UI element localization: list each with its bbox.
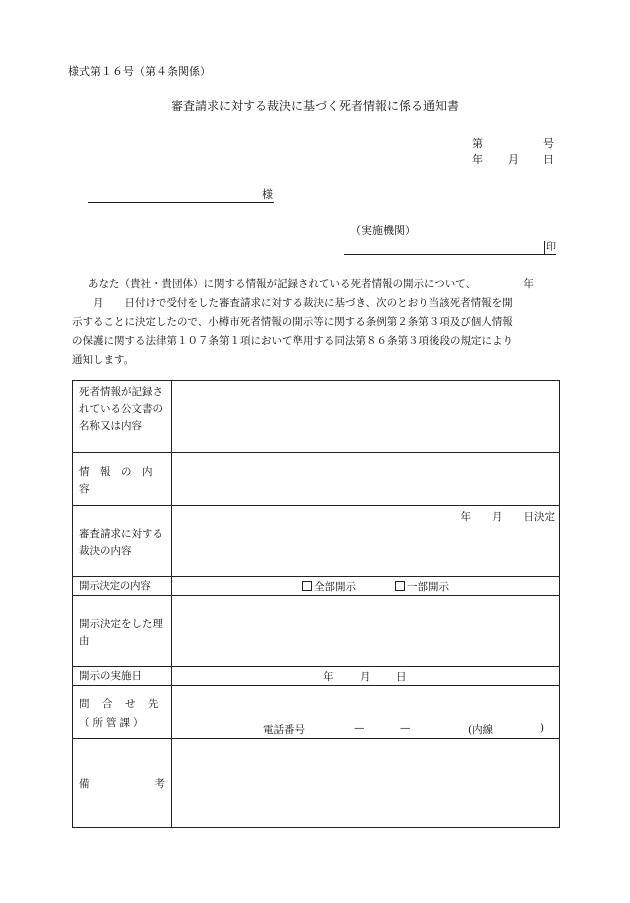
extension-open: (内線 <box>468 724 494 736</box>
label-remarks: 備 考 <box>73 739 172 828</box>
number-dai: 第 <box>472 137 483 150</box>
label-decision-reason: 開示決定をした理由 <box>73 596 172 667</box>
field-implementation-date[interactable] <box>172 667 560 686</box>
body-line-2: 月 日付けで受付をした審査請求に対する裁決に基づき、次のとおり当該死者情報を開 <box>72 297 513 309</box>
label-implementation-date: 開示の実施日 <box>73 667 172 686</box>
phone-label: 電話番号 <box>263 724 305 736</box>
field-contact[interactable] <box>172 686 560 739</box>
phone-dash-2: — <box>400 722 411 734</box>
ruling-decision-date: 年 月 日決定 <box>460 511 555 523</box>
field-disclosure-decision <box>172 577 560 596</box>
row-ruling-content <box>73 506 560 577</box>
label-document-name: 死者情報が記録されている公文書の名称又は内容 <box>73 381 172 453</box>
row-info-content <box>73 453 560 506</box>
body-line-3: 示することに決定したので、小樽市死者情報の開示等に関する条例第２条第３項及び個人情報 <box>72 316 513 328</box>
date-year: 年 <box>472 153 483 166</box>
body-paragraph <box>72 275 567 370</box>
checkbox-icon[interactable] <box>395 581 405 591</box>
number-go: 号 <box>543 137 554 150</box>
extension-close: ) <box>540 722 545 734</box>
body-line-4: の保護に関する法律第１０７条第１項において準用する同法第８６条第３項後段の規定により <box>72 335 513 347</box>
field-info-content[interactable] <box>172 453 560 506</box>
label-contact: 問 合 せ 先 （所管課） <box>73 686 172 739</box>
row-disclosure-decision <box>73 577 560 596</box>
label-info-content: 情 報 の 内 容 <box>73 453 172 506</box>
option-partial-disclosure[interactable]: 一部開示 <box>395 579 449 594</box>
field-remarks[interactable] <box>172 739 560 828</box>
field-ruling-content[interactable] <box>172 506 560 577</box>
row-implementation-date <box>73 667 560 686</box>
impl-year: 年 <box>323 671 334 683</box>
date-month: 月 <box>508 153 519 166</box>
phone-dash-1: — <box>354 722 365 734</box>
checkbox-icon[interactable] <box>302 581 312 591</box>
date-day: 日 <box>543 153 554 166</box>
body-line-5: 通知します。 <box>72 354 135 366</box>
addressee-honorific: 様 <box>262 188 273 201</box>
row-contact <box>73 686 560 739</box>
notice-form-table <box>72 380 560 828</box>
row-remarks <box>73 739 560 828</box>
row-document-name <box>73 381 560 453</box>
row-decision-reason <box>73 596 560 667</box>
field-decision-reason[interactable] <box>172 596 560 667</box>
seal-mark: 印 <box>546 242 556 253</box>
form-number: 様式第１６号（第４条関係） <box>68 65 211 78</box>
issuer-underline <box>344 254 556 255</box>
impl-month: 月 <box>360 671 371 683</box>
field-document-name[interactable] <box>172 381 560 453</box>
body-line-1: あなた（貴社・貴団体）に関する情報が記録されている死者情報の開示について、 年 <box>88 278 534 290</box>
addressee-underline <box>88 202 274 203</box>
impl-day: 日 <box>396 671 407 683</box>
document-title: 審査請求に対する裁決に基づく死者情報に係る通知書 <box>170 99 459 113</box>
label-disclosure-decision: 開示決定の内容 <box>73 577 172 596</box>
option-full-disclosure[interactable]: 全部開示 <box>302 579 356 594</box>
label-ruling-content: 審査請求に対する裁決の内容 <box>73 506 172 577</box>
issuer-label: （実施機関） <box>350 224 416 237</box>
